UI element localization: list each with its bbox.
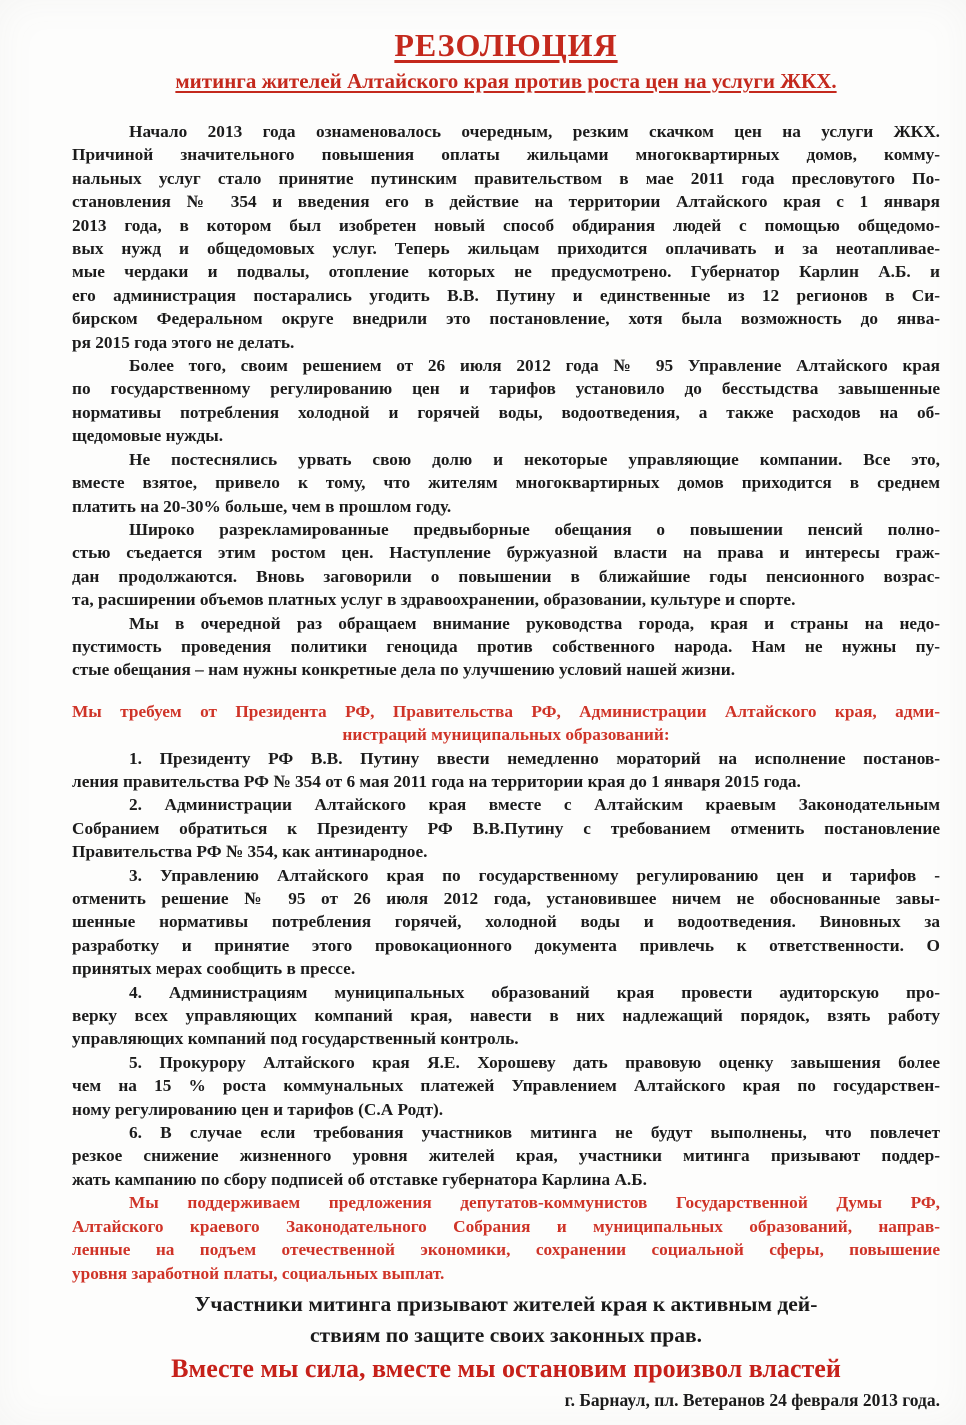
paragraph-appeal [72,612,940,682]
demands-heading [72,700,940,747]
text-line: становления № 354 и введения его в действие на территории Алтайского края с 1 января [72,192,940,212]
call-to-action [72,1289,940,1351]
text-line: уровня заработной платы, социальных выплат. [72,1263,445,1283]
text-line: нистраций муниципальных образований: [342,725,670,745]
text-line: ления правительства РФ № 354 от 6 мая 2011 года на территории края до 1 января 2015 года. [72,771,801,791]
text-line: ствиям по защите своих законных прав. [310,1322,702,1347]
text-line: 3. Управлению Алтайского края по государственному регулированию цен и тарифов - [129,865,940,885]
slogan: Вместе мы сила, вместе мы остановим произвол властей [171,1353,841,1383]
text-line: стью съедается этим ростом цен. Наступление буржуазной власти на права и интересы граж- [72,543,940,563]
text-line: стые обещания – нам нужны конкретные дела по улучшению условий нашей жизни. [72,660,736,680]
demand-item-2 [72,793,940,863]
text-line: чем на 15 % роста коммунальных платежей Управлением Алтайского края по государствен- [72,1076,940,1096]
demand-item-6 [72,1121,940,1191]
text-line: 6. В случае если требования участников митинга не будут выполнены, что повлечет [129,1123,940,1143]
text-line: 4. Администрациям муниципальных образований края провести аудиторскую про- [129,982,940,1002]
text-line: 5. Прокурору Алтайского края Я.Е. Хорошеву дать правовую оценку завышения более [129,1052,940,1072]
text-line: дан продолжаются. Вновь заговорили о повышении в ближайшие годы пенсионного возрас- [72,566,940,586]
text-line: Собранием обратиться к Президенту РФ В.В.Путину с требованием отменить постановление [72,818,940,838]
text-line: нальных услуг стало принятие путинским правительством в мае 2011 года пресловутого По- [72,168,940,188]
document-body [72,120,940,1412]
text-line: разработку и принятие этого провокационного документа привлечь к ответственности. О [72,935,940,955]
text-line: Широко разрекламированные предвыборные обещания о повышении пенсий полно- [129,519,940,539]
text-line: ря 2015 года этого не делать. [72,332,295,352]
text-line: пустимость проведения политики геноцида против собственного народа. Нам не нужны пу- [72,636,940,656]
text-line: отменить решение № 95 от 26 июля 2012 года, установившее ничем не обоснованные завы- [72,889,940,908]
paragraph-intro [72,120,940,354]
text-line: бирском Федеральном округе внедрили это постановление, хотя была возможность до янва- [72,309,940,329]
text-line: 2013 года, в котором был изобретен новый способ обдирания людей с помощью общедомо- [72,215,940,235]
text-line: Начало 2013 года ознаменовалось очередным, резким скачком цен на услуги ЖКХ. [129,122,940,141]
text-line: вместе взятое, привело к тому, что жителям многоквартирных домов приходится в среднем [72,473,940,493]
paragraph-pensions [72,518,940,612]
text-line: его администрация постарались угодить В.В. Путину и единственные из 12 регионов в Си- [72,285,940,305]
paragraph-tariff-decision [72,354,940,448]
text-line: мые чердаки и подвалы, отопление которых не предусмотрено. Губернатор Карлин А.Б. и [72,262,940,282]
demand-item-5 [72,1051,940,1121]
text-line: та, расширении объемов платных услуг в здравоохранении, образовании, культуре и спорте. [72,590,796,610]
text-line: управляющих компаний под государственный контроль. [72,1029,519,1049]
text-line: щедомовые нужды. [72,426,224,446]
text-line: шенные нормативы потребления горячей, холодной воды и водоотведения. Виновных за [72,912,940,932]
text-line: ному регулированию цен и тарифов (С.А Родт). [72,1099,444,1119]
text-line: Причиной значительного повышения оплаты жильцами многоквартирных домов, комму- [72,145,940,165]
text-line: ленные на подъем отечественной экономики, сохранении социальной сферы, повышение [72,1240,940,1260]
paragraph-management-companies [72,448,940,518]
text-line: Мы в очередной раз обращаем внимание руководства города, края и страны на недо- [129,613,940,633]
demand-item-3 [72,864,940,981]
demand-item-1 [72,747,940,794]
text-line: Правительства РФ № 354, как антинародное. [72,842,428,862]
text-line: принятых мерах сообщить в прессе. [72,959,356,979]
document-subtitle: митинга жителей Алтайского края против роста цен на услуги ЖКХ. [175,69,837,93]
text-line: Мы поддерживаем предложения депутатов-коммунистов Государственной Думы РФ, [129,1193,940,1213]
demand-item-4 [72,981,940,1051]
support-paragraph [72,1191,940,1285]
text-line: Не постеснялись урвать свою долю и некоторые управляющие компании. Все это, [129,449,940,469]
dateline: г. Барнаул, пл. Ветеранов 24 февраля 2013 года. [564,1389,940,1410]
text-line: жать кампанию по сбору подписей об отставке губернатора Карлина А.Б. [72,1169,647,1189]
text-line: платить на 20-30% больше, чем в прошлом году. [72,496,452,516]
text-line: Мы требуем от Президента РФ, Правительства РФ, Администрации Алтайского края, адми- [72,701,940,721]
text-line: Алтайского краевого Законодательного Собрания и муниципальных образований, направ- [72,1216,940,1236]
text-line: Участники митинга призывают жителей края к активным дей- [194,1291,818,1316]
text-line: резкое снижение жизненного уровня жителей края, участники митинга призывают поддер- [72,1146,940,1166]
text-line: по государственному регулированию цен и тарифов установило до бесстыдства завышенные [72,379,940,399]
text-line: 2. Администрации Алтайского края вместе с Алтайским краевым Законодательным [129,795,940,815]
text-line: верку всех управляющих компаний края, навести в них надлежащий порядок, взять работу [72,1006,940,1026]
document-title: РЕЗОЛЮЦИЯ [394,27,618,63]
text-line: Более того, своим решением от 26 июля 2012 года № 95 Управление Алтайского края [129,356,940,376]
text-line: 1. Президенту РФ В.В. Путину ввести немедленно мораторий на исполнение постанов- [129,748,940,768]
text-line: вых нужд и общедомовых услуг. Теперь жильцам приходится оплачивать и за неотапливае- [72,239,940,259]
text-line: нормативы потребления холодной и горячей воды, водоотведения, а также расходов на об- [72,402,940,422]
